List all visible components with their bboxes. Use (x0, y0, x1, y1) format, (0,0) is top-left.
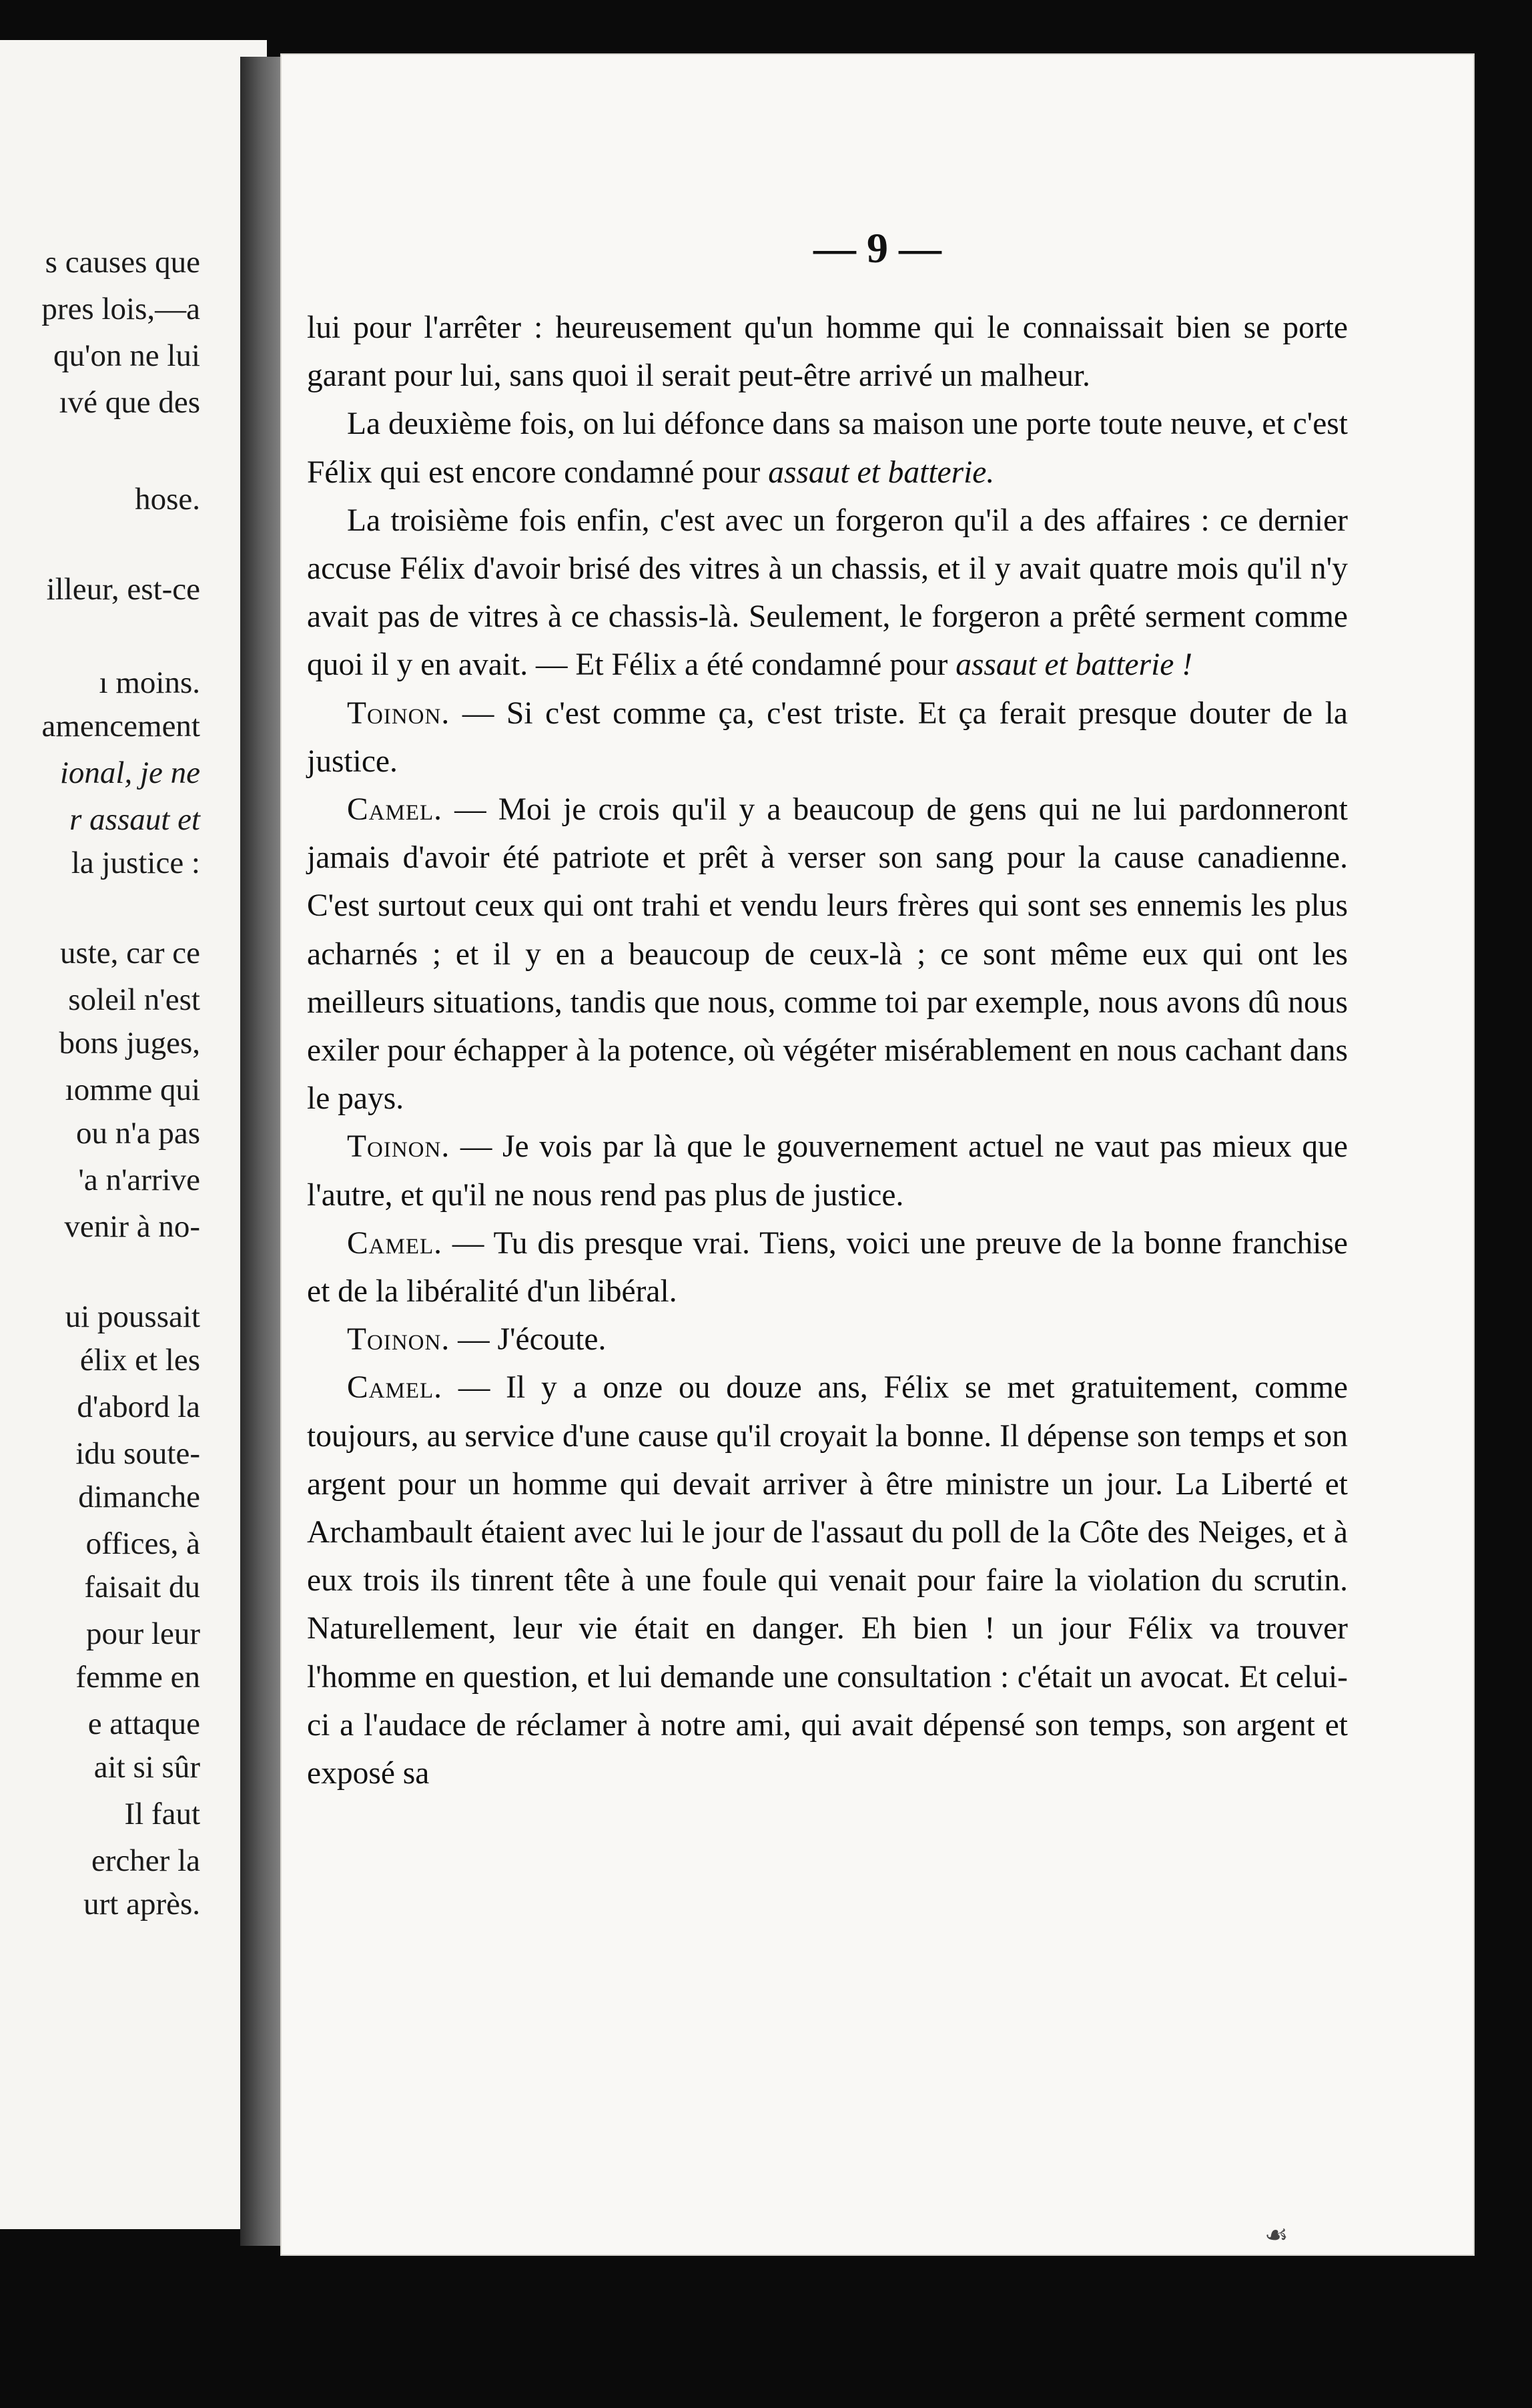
left-page-line: r assaut et (69, 802, 200, 837)
text-run: lui pour l'arrêter : heureusement qu'un homme qui le connaissait bien se porte garant pour lui, sans quoi il serait peut-être arrivé un malheur. (307, 310, 1348, 394)
left-page-line: ait si sûr (93, 1750, 200, 1785)
left-page-line: venir à no- (64, 1209, 200, 1244)
body-paragraph (307, 1364, 1348, 1797)
left-page-line: s causes que (45, 245, 200, 280)
text-run: — Moi je crois qu'il y a beaucoup de gens qui ne lui pardonneront jamais d'avoir été patriote et prêt à verser son sang pour la cause canadienne. C'est surtout ceux qui ont trahi et vendu leurs frères qui sont ses ennemis les plus acharnés ; et il y en a beaucoup de ceux-là ; ce sont même eux qui ont les meilleurs situations, tandis que nous, comme toi par exemple, nous avons dû nous exiler pour échapper à la potence, où végéter misérablement en nous cachant dans le pays. (307, 792, 1348, 1117)
left-page-line: amencement (41, 709, 200, 743)
page-mark-ornament: ☙ (1264, 2220, 1288, 2250)
left-page-line: idu soute- (75, 1436, 200, 1471)
body-paragraph (307, 689, 1348, 786)
previous-page-fragment (0, 40, 267, 2229)
text-run: — Tu dis presque vrai. Tiens, voici une preuve de la bonne franchise et de la libéralité d'un libéral. (307, 1225, 1348, 1309)
page-number: — 9 — (813, 224, 941, 272)
speaker-name: Camel. (347, 1225, 443, 1261)
left-page-line: bons juges, (59, 1026, 200, 1061)
text-run: — J'écoute. (450, 1322, 607, 1358)
body-paragraph (307, 497, 1348, 689)
left-page-line: e attaque (87, 1707, 200, 1741)
page-body (307, 304, 1348, 1797)
left-page-line: soleil n'est (68, 982, 200, 1017)
left-page-line: dimanche (78, 1480, 200, 1514)
text-run: — Il y a onze ou douze ans, Félix se met gratuitement, comme toujours, au service d'une cause qu'il croyait la bonne. Il dépense son temps et son argent pour un homme qui devait arriver à être ministre un jour. La Liberté et Archambault étaient avec lui le jour de l'assaut du poll de la Côte des Neiges, et à eux trois ils tinrent tête à une foule qui venait pour faire la violation du scrutin. Naturellement, leur vie était en danger. Eh bien ! un jour Félix va trouver l'homme en question, et lui demande une consultation : c'était un avocat. Et celui-ci a l'audace de réclamer à notre ami, qui avait dépensé son temps, son argent et exposé sa (307, 1370, 1348, 1791)
body-paragraph (307, 1219, 1348, 1315)
text-run: La troisième fois enfin, c'est avec un forgeron qu'il a des affaires : ce dernier accuse Félix d'avoir brisé des vitres à un chassis, et il y avait quatre mois qu'il n'y avait pas de vitres à ce chassis-là. Seulement, le forgeron a prêté serment comme quoi il y en avait. — Et Félix a été condamné pour (307, 503, 1348, 683)
text-run: — Si c'est comme ça, c'est triste. Et ça ferait presque douter de la justice. (307, 695, 1348, 779)
left-page-line: faisait du (84, 1570, 200, 1604)
body-paragraph (307, 1315, 1348, 1364)
left-page-line: qu'on ne lui (53, 338, 200, 373)
speaker-name: Toinon. (347, 1322, 450, 1358)
speaker-name: Toinon. (347, 1129, 450, 1165)
left-page-line: femme en (75, 1660, 200, 1695)
left-page-line: urt après. (83, 1887, 200, 1921)
left-page-line: offices, à (85, 1526, 200, 1561)
left-page-line: uste, car ce (59, 936, 200, 970)
left-page-line: ıomme qui (65, 1073, 200, 1107)
left-page-line: illeur, est-ce (46, 572, 200, 607)
speaker-name: Toinon. (347, 695, 450, 731)
body-paragraph (307, 304, 1348, 400)
left-page-line: ional, je ne (59, 756, 200, 790)
left-page-line: pour leur (86, 1616, 200, 1651)
left-page-line: hose. (135, 482, 200, 517)
left-page-line: ercher la (91, 1843, 200, 1878)
speaker-name: Camel. (347, 1370, 443, 1406)
text-run: — Je vois par là que le gouvernement actuel ne vaut pas mieux que l'autre, et qu'il ne nous rend pas plus de justice. (307, 1129, 1348, 1213)
left-page-line: élix et les (79, 1343, 200, 1378)
italic-phrase: assaut et batterie ! (955, 647, 1193, 683)
left-page-line: Il faut (124, 1797, 200, 1831)
left-page-line: ou n'a pas (76, 1116, 200, 1151)
body-paragraph (307, 786, 1348, 1123)
left-page-line: pres lois,—a (41, 292, 200, 326)
left-page-line: ui poussait (65, 1299, 200, 1334)
left-page-line: d'abord la (77, 1390, 200, 1424)
left-page-line: 'a n'arrive (78, 1163, 200, 1197)
text-run: La deuxième fois, on lui défonce dans sa maison une porte toute neuve, et c'est Félix qui est encore condamné pour (307, 406, 1348, 490)
left-page-line: ı moins. (99, 665, 200, 700)
body-paragraph (307, 400, 1348, 496)
italic-phrase: assaut et batterie. (768, 455, 995, 490)
current-page (280, 53, 1475, 2256)
speaker-name: Camel. (347, 792, 443, 828)
left-page-line: ıvé que des (59, 385, 200, 420)
left-page-line: la justice : (71, 846, 200, 880)
body-paragraph (307, 1123, 1348, 1219)
